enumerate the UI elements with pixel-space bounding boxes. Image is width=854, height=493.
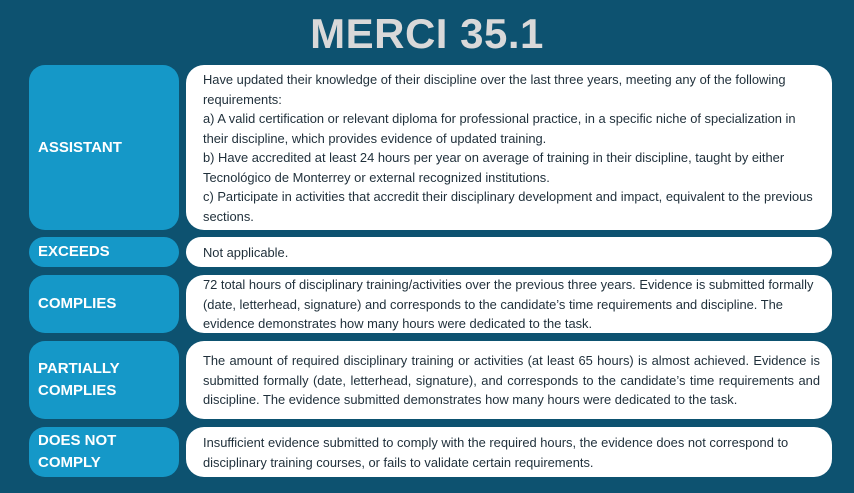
level-label: [29, 341, 179, 419]
description-paragraph: c) Participate in activities that accredit their disciplinary development and impact, equivalent to the previous sections.: [203, 189, 813, 224]
description-text: The amount of required disciplinary training or activities (at least 65 hours) is almost achieved. Evidence is submitted formally (date, letterhead, signature), and corresponds to the candidate’s time requirements and discipline. The evidence submitted demonstrates how many hours were dedicated to the task.: [203, 353, 820, 408]
level-label: [29, 427, 179, 477]
level-label-text: COMPLIES: [38, 295, 117, 312]
description-text: 72 total hours of disciplinary training/activities over the previous three years. Evidence is submitted formally (date, letterhead, signature) and corresponds to the candidate’s time requirements and discipline. The evidence demonstrates how many hours were dedicated to the task.: [203, 277, 814, 332]
level-label-text: ASSISTANT: [38, 138, 122, 156]
level-label: [29, 237, 179, 267]
description-text: Not applicable.: [203, 244, 289, 260]
level-label-text: [38, 430, 116, 474]
level-description: [186, 65, 832, 230]
rubric-row-assistant: [29, 65, 834, 230]
level-label-text: EXCEEDS: [38, 243, 110, 260]
level-label-line: DOES NOT: [38, 432, 117, 449]
description-paragraph: Have updated their knowledge of their discipline over the last three years, meeting any of the following requirements:: [203, 72, 786, 107]
level-label-line: COMPLY: [38, 454, 101, 471]
level-label: [29, 65, 179, 230]
rubric-row-complies: [29, 275, 834, 333]
level-label: [29, 275, 179, 333]
description-paragraph: a) A valid certification or relevant diploma for professional practice, in a specific niche of specialization in their discipline, which provides evidence of updated training.: [203, 111, 796, 146]
description-text: Insufficient evidence submitted to comply with the required hours, the evidence does not correspond to disciplinary training courses, or fails to validate certain requirements.: [203, 435, 789, 470]
level-description: [186, 341, 832, 419]
description-paragraph: b) Have accredited at least 24 hours per year on average of training in their discipline, taught by either Tecnológico de Monterrey or external recognized institutions.: [203, 150, 785, 185]
rubric-row-exceeds: [29, 237, 834, 267]
level-label-line: COMPLIES: [38, 382, 117, 399]
level-description: [186, 275, 832, 333]
level-label-line: PARTIALLY: [38, 360, 120, 377]
level-description: [186, 237, 832, 267]
level-label-text: [38, 358, 120, 402]
level-description: [186, 427, 832, 477]
description-text: [203, 70, 820, 226]
rubric-row-partially-complies: [29, 341, 834, 419]
rubric-row-does-not-comply: [29, 427, 834, 477]
page-title: MERCI 35.1: [310, 10, 544, 57]
